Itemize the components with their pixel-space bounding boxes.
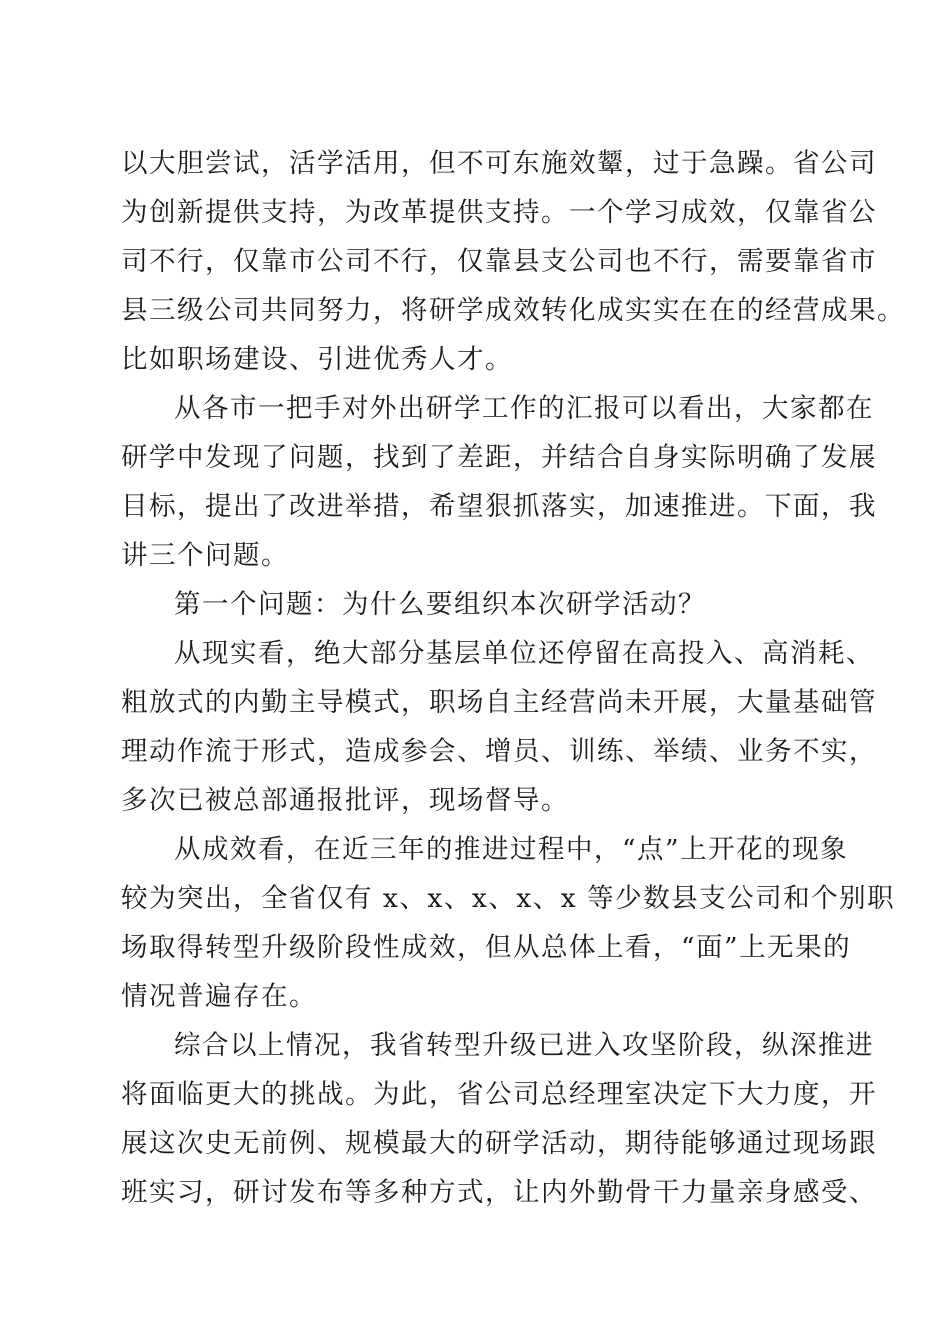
text-line: 比如职场建设、引进优秀人才。 — [121, 344, 513, 375]
paragraph — [121, 1021, 877, 1217]
text-line: 司不行，仅靠市公司不行，仅靠县支公司也不行，需要靠省市 — [121, 246, 877, 277]
text-line: 以大胆尝试，活学活用，但不可东施效颦，过于急躁。省公司 — [121, 148, 877, 179]
text-line: 县三级公司共同努力，将研学成效转化成实实在在的经营成果。 — [121, 295, 905, 326]
text-line: 展这次史无前例、规模最大的研学活动，期待能够通过现场跟 — [121, 1128, 877, 1159]
text-line: 目标，提出了改进举措，希望狠抓落实，加速推进。下面，我 — [121, 491, 877, 522]
paragraph — [121, 139, 905, 384]
text-line: 综合以上情况，我省转型升级已进入攻坚阶段，纵深推进 — [174, 1030, 874, 1061]
section-heading — [121, 580, 833, 629]
document-body — [121, 139, 905, 1217]
text-line: 场取得转型升级阶段性成效，但从总体上看，“面”上无果的 — [121, 932, 852, 963]
text-line: 从各市一把手对外出研学工作的汇报可以看出，大家都在 — [174, 393, 874, 424]
paragraph — [121, 825, 896, 1021]
text-line: 粗放式的内勤主导模式，职场自主经营尚未开展，大量基础管 — [121, 687, 877, 718]
text-line: 从成效看，在近三年的推进过程中，“点”上开花的现象 — [174, 834, 849, 865]
text-line: 班实习，研讨发布等多种方式，让内外勤骨干力量亲身感受、 — [121, 1177, 877, 1208]
text-line: 多次已被总部通报批评，现场督导。 — [121, 785, 569, 816]
text-line: 讲三个问题。 — [121, 540, 289, 571]
text-line: 理动作流于形式，造成参会、增员、训练、举绩、业务不实， — [121, 736, 877, 767]
text-line: 情况普遍存在。 — [121, 981, 317, 1012]
text-line: 研学中发现了问题，找到了差距，并结合自身实际明确了发展 — [121, 442, 877, 473]
paragraph — [121, 629, 877, 825]
text-line: 较为突出，全省仅有 x、x、x、x、x 等少数县支公司和个别职 — [121, 883, 896, 914]
text-line: 将面临更大的挑战。为此，省公司总经理室决定下大力度，开 — [121, 1079, 877, 1110]
heading-line: 第一个问题：为什么要组织本次研学活动？ — [174, 589, 706, 620]
text-line: 从现实看，绝大部分基层单位还停留在高投入、高消耗、 — [174, 638, 874, 669]
text-line: 为创新提供支持，为改革提供支持。一个学习成效，仅靠省公 — [121, 197, 877, 228]
paragraph — [121, 384, 877, 580]
